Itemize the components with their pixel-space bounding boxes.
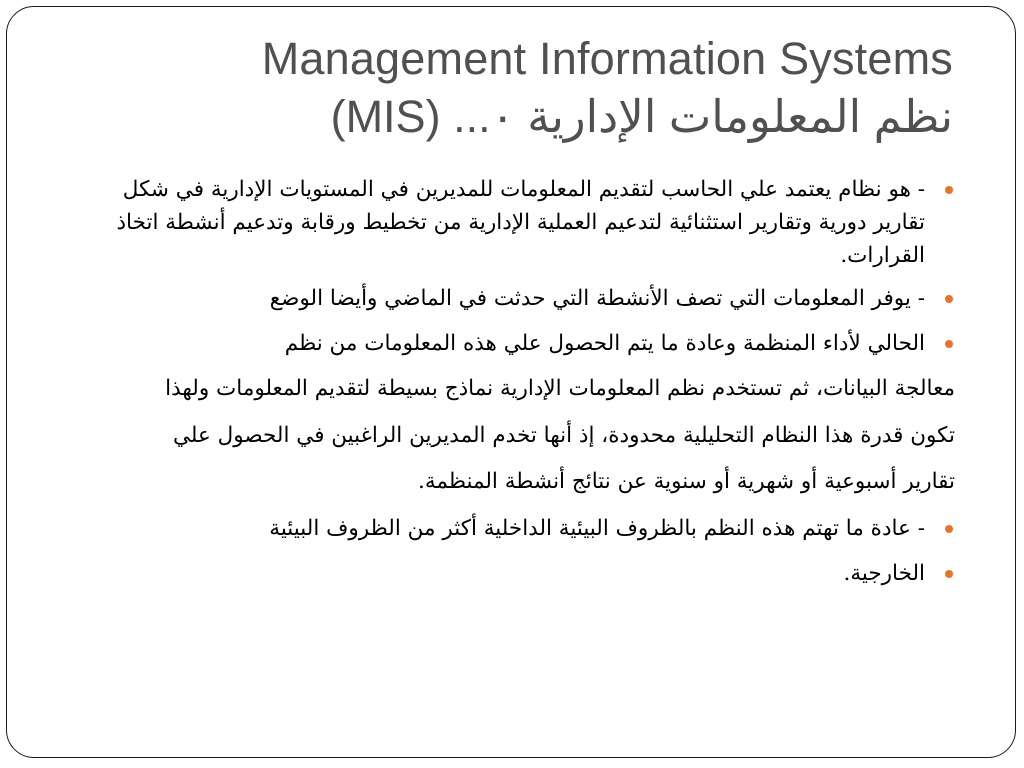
bullet-icon	[945, 186, 953, 194]
bullet-text: - عادة ما تهتم هذه النظم بالظروف البيئية الداخلية أكثر من الظروف البيئية	[269, 515, 925, 541]
bullet-icon	[945, 570, 953, 578]
bullet-icon	[945, 525, 953, 533]
bullet-icon	[945, 340, 953, 348]
bullet-item	[115, 276, 955, 321]
bullet-item	[115, 506, 955, 551]
title-english: Management Information Systems	[261, 33, 953, 84]
bullet-text: - يوفر المعلومات التي تصف الأنشطة التي حدثت في الماضي وأيضا الوضع	[269, 286, 925, 311]
bullet-item	[115, 173, 955, 272]
bullet-item	[115, 551, 955, 596]
bullet-text: - هو نظام يعتمد علي الحاسب لتقديم المعلومات للمديرين في المستويات الإدارية في شكل تقارير دورية وتقارير استثنائية لتدعيم العملية الإدارية من تخطيط ورقابة وتدعيم أنشطة اتخاذ القرارات.	[116, 177, 925, 268]
slide-title	[157, 31, 953, 147]
bullet-text: الحالي لأداء المنظمة وعادة ما يتم الحصول علي هذه المعلومات من نظم	[284, 331, 925, 356]
paragraph-text: معالجة البيانات، ثم تستخدم نظم المعلومات الإدارية نماذج بسيطة لتقديم المعلومات ولهذا تكون قدرة هذا النظام التحليلية محدودة، إذ أنها تخدم المديرين الراغبين في الحصول علي تقارير أسبوعية أو شهرية أو سنوية عن نتائج أنشطة المنظمة.	[165, 376, 955, 494]
title-arabic: نظم المعلومات الإدارية ٠... (MIS)	[330, 91, 953, 142]
body-paragraph	[115, 366, 955, 506]
bullet-icon	[945, 295, 953, 303]
bullet-text: الخارجية.	[843, 560, 925, 586]
slide	[6, 6, 1016, 758]
slide-body	[115, 173, 955, 596]
bullet-item	[115, 321, 955, 366]
